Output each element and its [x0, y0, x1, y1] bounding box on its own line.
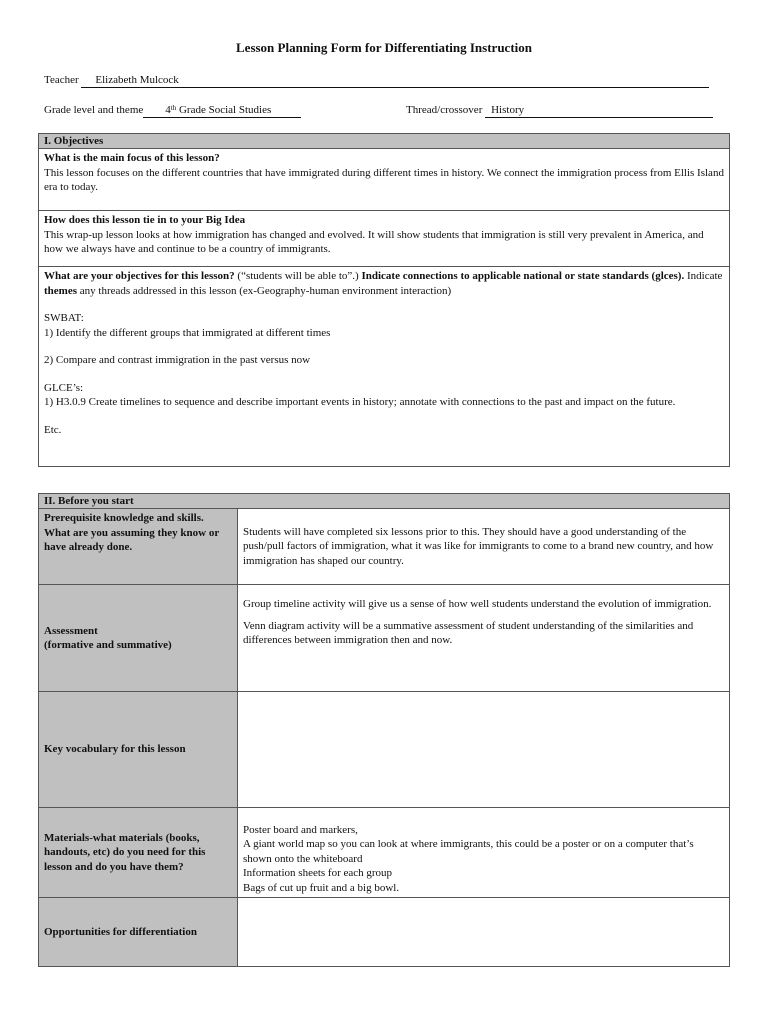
- before-start-header: II. Before you start: [39, 494, 730, 509]
- table-row: [39, 898, 730, 967]
- grade-value: 4th Grade Social Studies: [143, 104, 301, 118]
- big-idea-question: How does this lesson tie in to your Big Idea: [44, 214, 246, 226]
- objectives-question: What are your objectives for this lesson? (“students will be able to”.) Indicate connections to applicable national or state standards (glces). Indicate themes any threads addressed in this lesson (ex-Geography-human environment interaction): [44, 270, 723, 297]
- objectives-header: I. Objectives: [39, 134, 730, 149]
- list-item: Information sheets for each group: [243, 867, 393, 879]
- objective-2: 2) Compare and contrast immigration in the past versus now: [44, 354, 311, 366]
- main-focus-answer: This lesson focuses on the different countries that have immigrated during different times in history. We connect the immigration process from Ellis Island era to today.: [44, 166, 724, 193]
- prerequisite-content: Students will have completed six lessons prior to this. They should have a good understanding of the push/pull factors of immigration, what it was like for immigrants to come to a brand new country, and how immigration has shaped our country.: [238, 509, 730, 585]
- main-focus-cell: [39, 149, 730, 211]
- materials-content: [238, 808, 730, 898]
- assessment-label: Assessment (formative and summative): [39, 585, 238, 692]
- glce-1: 1) H3.0.9 Create timelines to sequence and describe important events in history; annotate with connections to the past and impact on the future.: [44, 396, 676, 408]
- page-title: Lesson Planning Form for Differentiating Instruction: [236, 40, 532, 55]
- table-row: [39, 509, 730, 585]
- etc-text: Etc.: [44, 423, 62, 436]
- thread-label: Thread/crossover: [406, 104, 483, 116]
- table-row: [39, 808, 730, 898]
- teacher-value: Elizabeth Mulcock: [81, 74, 709, 88]
- thread-value: History: [485, 104, 713, 118]
- list-item: A giant world map so you can look at where immigrants, this could be a poster or on a computer that’s shown onto the whiteboard: [243, 838, 694, 865]
- vocabulary-content: [238, 692, 730, 808]
- differentiation-label: Opportunities for differentiation: [39, 898, 238, 967]
- table-row: [39, 585, 730, 692]
- objectives-table: [38, 133, 730, 467]
- differentiation-content: [238, 898, 730, 967]
- prerequisite-label: Prerequisite knowledge and skills. What are you assuming they know or have already done.: [39, 509, 238, 585]
- materials-label: Materials-what materials (books, handouts, etc) do you need for this lesson and do you have them?: [39, 808, 238, 898]
- thread-row: [406, 104, 713, 118]
- main-focus-question: What is the main focus of this lesson?: [44, 152, 220, 164]
- vocabulary-label: Key vocabulary for this lesson: [39, 692, 238, 808]
- objective-1: 1) Identify the different groups that immigrated at different times: [44, 326, 331, 339]
- assessment-content: Group timeline activity will give us a sense of how well students understand the evolution of immigration. Venn diagram activity will be a summative assessment of student understanding of the similarities and differences between immigration then and now.: [238, 585, 730, 692]
- objectives-cell: [39, 267, 730, 467]
- teacher-row: [44, 74, 709, 88]
- grade-row: [44, 104, 301, 118]
- teacher-label: Teacher: [44, 74, 79, 86]
- big-idea-answer: This wrap-up lesson looks at how immigration has changed and evolved. It will show students that immigration is still very prevalent in America, and how we always have and continue to be a country of immigrants.: [44, 228, 704, 255]
- glce-label: GLCE’s:: [44, 381, 84, 394]
- table-row: [39, 692, 730, 808]
- swbat-label: SWBAT:: [44, 312, 84, 324]
- before-start-table: [38, 493, 730, 967]
- big-idea-cell: [39, 211, 730, 267]
- list-item: Bags of cut up fruit and a big bowl.: [243, 881, 400, 894]
- grade-label: Grade level and theme: [44, 104, 144, 116]
- list-item: Poster board and markers,: [243, 823, 358, 836]
